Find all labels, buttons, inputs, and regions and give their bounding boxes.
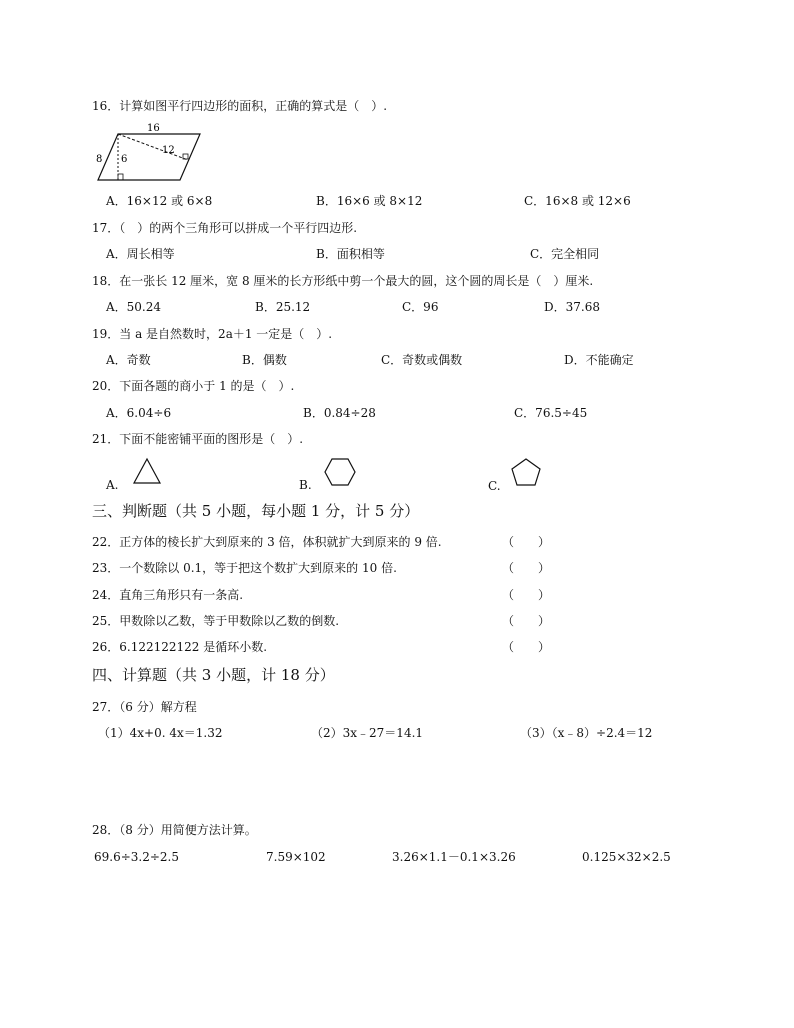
- q20-option-a: A．6.04÷6: [106, 406, 172, 420]
- judge-item-26: 26．6.122122122 是循环小数.: [92, 640, 268, 654]
- q19-option-b: B．偶数: [242, 353, 287, 367]
- q21-option-b: B.: [299, 478, 312, 492]
- section3-title: 三、判断题（共 5 小题，每小题 1 分，计 5 分）: [92, 502, 420, 520]
- q20-stem: 20．下面各题的商小于 1 的是（ ）.: [92, 379, 295, 393]
- q16-option-c: C．16×8 或 12×6: [524, 194, 631, 208]
- judge-answer-24[interactable]: （ ）: [502, 588, 551, 602]
- q16-stem: 16．计算如图平行四边形的面积，正确的算式是（ ）.: [92, 99, 388, 113]
- q28-part-1: 69.6÷3.2÷2.5: [94, 850, 179, 864]
- figure-height-label: 6: [121, 154, 128, 165]
- q27-stem: 27．（6 分）解方程: [92, 700, 197, 714]
- q17-option-b: B．面积相等: [316, 247, 385, 261]
- judge-item-22: 22．正方体的棱长扩大到原来的 3 倍，体积就扩大到原来的 9 倍.: [92, 535, 442, 549]
- q18-stem: 18．在一张长 12 厘米，宽 8 厘米的长方形纸中剪一个最大的圆，这个圆的周长是（ ）厘米.: [92, 274, 594, 288]
- hexagon-shape: [323, 457, 357, 487]
- q17-option-a: A．周长相等: [106, 247, 175, 261]
- judge-answer-26[interactable]: （ ）: [502, 640, 551, 654]
- pentagon-shape: [510, 457, 542, 487]
- q18-option-b: B．25.12: [255, 300, 311, 314]
- q27-part-2: （2）3x﹣27＝14.1: [311, 726, 424, 740]
- q18-option-d: D．37.68: [544, 300, 600, 314]
- q28-part-3: 3.26×1.1－0.1×3.26: [392, 850, 516, 864]
- judge-item-23: 23．一个数除以 0.1，等于把这个数扩大到原来的 10 倍.: [92, 561, 397, 575]
- figure-top-label: 16: [147, 123, 160, 134]
- q18-option-a: A．50.24: [106, 300, 162, 314]
- q19-stem: 19．当 a 是自然数时，2a＋1 一定是（ ）.: [92, 327, 333, 341]
- judge-item-25: 25．甲数除以乙数，等于甲数除以乙数的倒数.: [92, 614, 340, 628]
- q28-part-4: 0.125×32×2.5: [582, 850, 671, 864]
- figure-left-label: 8: [96, 154, 103, 165]
- q17-option-c: C．完全相同: [530, 247, 600, 261]
- q21-option-a: A.: [106, 478, 119, 492]
- q28-stem: 28．（8 分）用简便方法计算。: [92, 823, 257, 837]
- q28-part-2: 7.59×102: [266, 850, 326, 864]
- q27-part-1: （1）4x+0. 4x＝1.32: [98, 726, 223, 740]
- q18-option-c: C．96: [402, 300, 439, 314]
- judge-item-24: 24．直角三角形只有一条高.: [92, 588, 244, 602]
- q21-stem: 21．下面不能密铺平面的图形是（ ）.: [92, 432, 304, 446]
- judge-answer-23[interactable]: （ ）: [502, 561, 551, 575]
- q19-option-c: C．奇数或偶数: [381, 353, 463, 367]
- q20-option-c: C．76.5÷45: [514, 406, 588, 420]
- figure-diag-label: 12: [162, 145, 175, 156]
- section4-title: 四、计算题（共 3 小题，计 18 分）: [92, 666, 335, 684]
- q20-option-b: B．0.84÷28: [303, 406, 376, 420]
- parallelogram-figure: [90, 120, 210, 186]
- q17-stem: 17．（ ）的两个三角形可以拼成一个平行四边形.: [92, 221, 358, 235]
- triangle-shape: [132, 457, 162, 485]
- judge-answer-25[interactable]: （ ）: [502, 614, 551, 628]
- q21-option-c: C.: [488, 479, 501, 493]
- q19-option-d: D．不能确定: [564, 353, 634, 367]
- q27-part-3: （3）（x﹣8）÷2.4＝12: [520, 726, 653, 740]
- q16-option-b: B．16×6 或 8×12: [316, 194, 423, 208]
- judge-answer-22[interactable]: （ ）: [502, 535, 551, 549]
- q16-option-a: A．16×12 或 6×8: [106, 194, 213, 208]
- q19-option-a: A．奇数: [106, 353, 151, 367]
